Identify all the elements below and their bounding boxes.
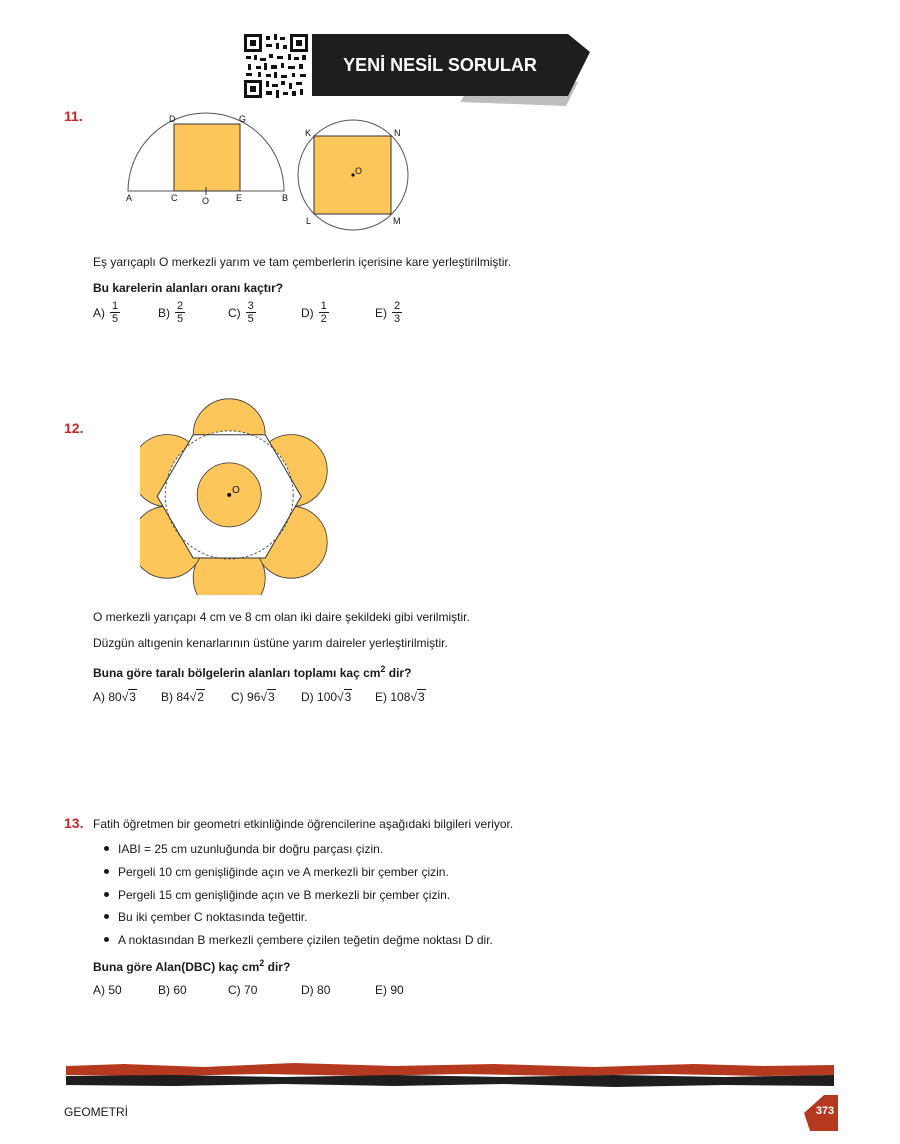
q11-option-d[interactable]: D) $\frac{1}{2}$	[301, 300, 327, 325]
label-O: O	[232, 485, 240, 496]
label-E: E	[236, 193, 243, 203]
label-K: K	[305, 128, 312, 138]
q12-figure	[140, 395, 330, 595]
footer-subject: GEOMETRİ	[64, 1105, 129, 1119]
q13-question: Buna göre Alan(DBC) kaç $cm^2$ dir?	[93, 958, 291, 974]
label-C: C	[171, 193, 178, 203]
q13-bullet-3: Pergeli 15 cm genişliğinde açın ve B merkezli bir çember çizin.	[104, 888, 450, 902]
q12-option-b[interactable]: B) 84 √ 2	[161, 689, 204, 704]
q13-option-c[interactable]: C) 70	[228, 983, 258, 997]
q13-bullet-1: IABI = 25 cm uzunluğunda bir doğru parçası çizin.	[104, 842, 383, 856]
label-D: D	[169, 114, 176, 124]
q13-number: 13.	[64, 815, 84, 831]
banner-title: YENİ NESİL SORULAR	[343, 55, 537, 75]
q12-option-a[interactable]: A) 80 √ 3	[93, 689, 136, 704]
label-N: N	[394, 128, 401, 138]
q13-option-e[interactable]: E) 90	[375, 983, 404, 997]
q11-square-half	[174, 124, 240, 191]
q13-bullet-4: Bu iki çember C noktasında teğettir.	[104, 910, 307, 924]
q13-option-b[interactable]: B) 60	[158, 983, 187, 997]
q13-intro: Fatih öğretmen bir geometri etkinliğinde öğrencilerine aşağıdaki bilgileri veriyor.	[93, 817, 514, 831]
q12-option-e[interactable]: E) 108 √ 3	[375, 689, 425, 704]
q13-bullet-2: Pergeli 10 cm genişliğinde açın ve A merkezli bir çember çizin.	[104, 865, 449, 879]
q12-question: Buna göre taralı bölgelerin alanları toplamı kaç $cm^2$ dir?	[93, 664, 412, 680]
q11-option-c[interactable]: C) $\frac{3}{5}$	[228, 300, 254, 325]
q13-bullet-5: A noktasından B merkezli çembere çizilen teğetin değme noktası D dir.	[104, 933, 493, 947]
label-L: L	[306, 216, 312, 226]
q12-text-1: O merkezli yarıçapı 4 cm ve 8 cm olan iki daire şekildeki gibi verilmiştir.	[93, 610, 470, 624]
label-G: G	[239, 114, 247, 124]
q11-option-b[interactable]: B) $\frac{2}{5}$	[158, 300, 184, 325]
q12-number: 12.	[64, 420, 84, 436]
q11-number: 11.	[64, 108, 83, 124]
footer-brush-stroke	[64, 1058, 838, 1090]
q12-option-c[interactable]: C) 96 √ 3	[231, 689, 275, 704]
label-M: M	[393, 216, 401, 226]
q11-question: Bu karelerin alanları oranı kaçtır?	[93, 281, 284, 295]
q13-option-d[interactable]: D) 80	[301, 983, 331, 997]
label-B: B	[282, 193, 289, 203]
label-O1: O	[202, 196, 210, 206]
qr-code-icon	[244, 34, 308, 98]
q11-option-a[interactable]: A) $\frac{1}{5}$	[93, 300, 119, 325]
q12-text-2: Düzgün altıgenin kenarlarının üstüne yarım daireler yerleştirilmiştir.	[93, 636, 448, 650]
q11-option-e[interactable]: E) $\frac{2}{3}$	[375, 300, 401, 325]
q11-text: Eş yarıçaplı O merkezli yarım ve tam çemberlerin içerisine kare yerleştirilmiştir.	[93, 255, 512, 269]
label-A: A	[126, 193, 133, 203]
q12-option-d[interactable]: D) 100 √ 3	[301, 689, 352, 704]
label-O2: O	[355, 166, 363, 176]
q13-option-a[interactable]: A) 50	[93, 983, 122, 997]
page-number: 373	[815, 1105, 835, 1117]
q11-figure	[115, 110, 425, 235]
